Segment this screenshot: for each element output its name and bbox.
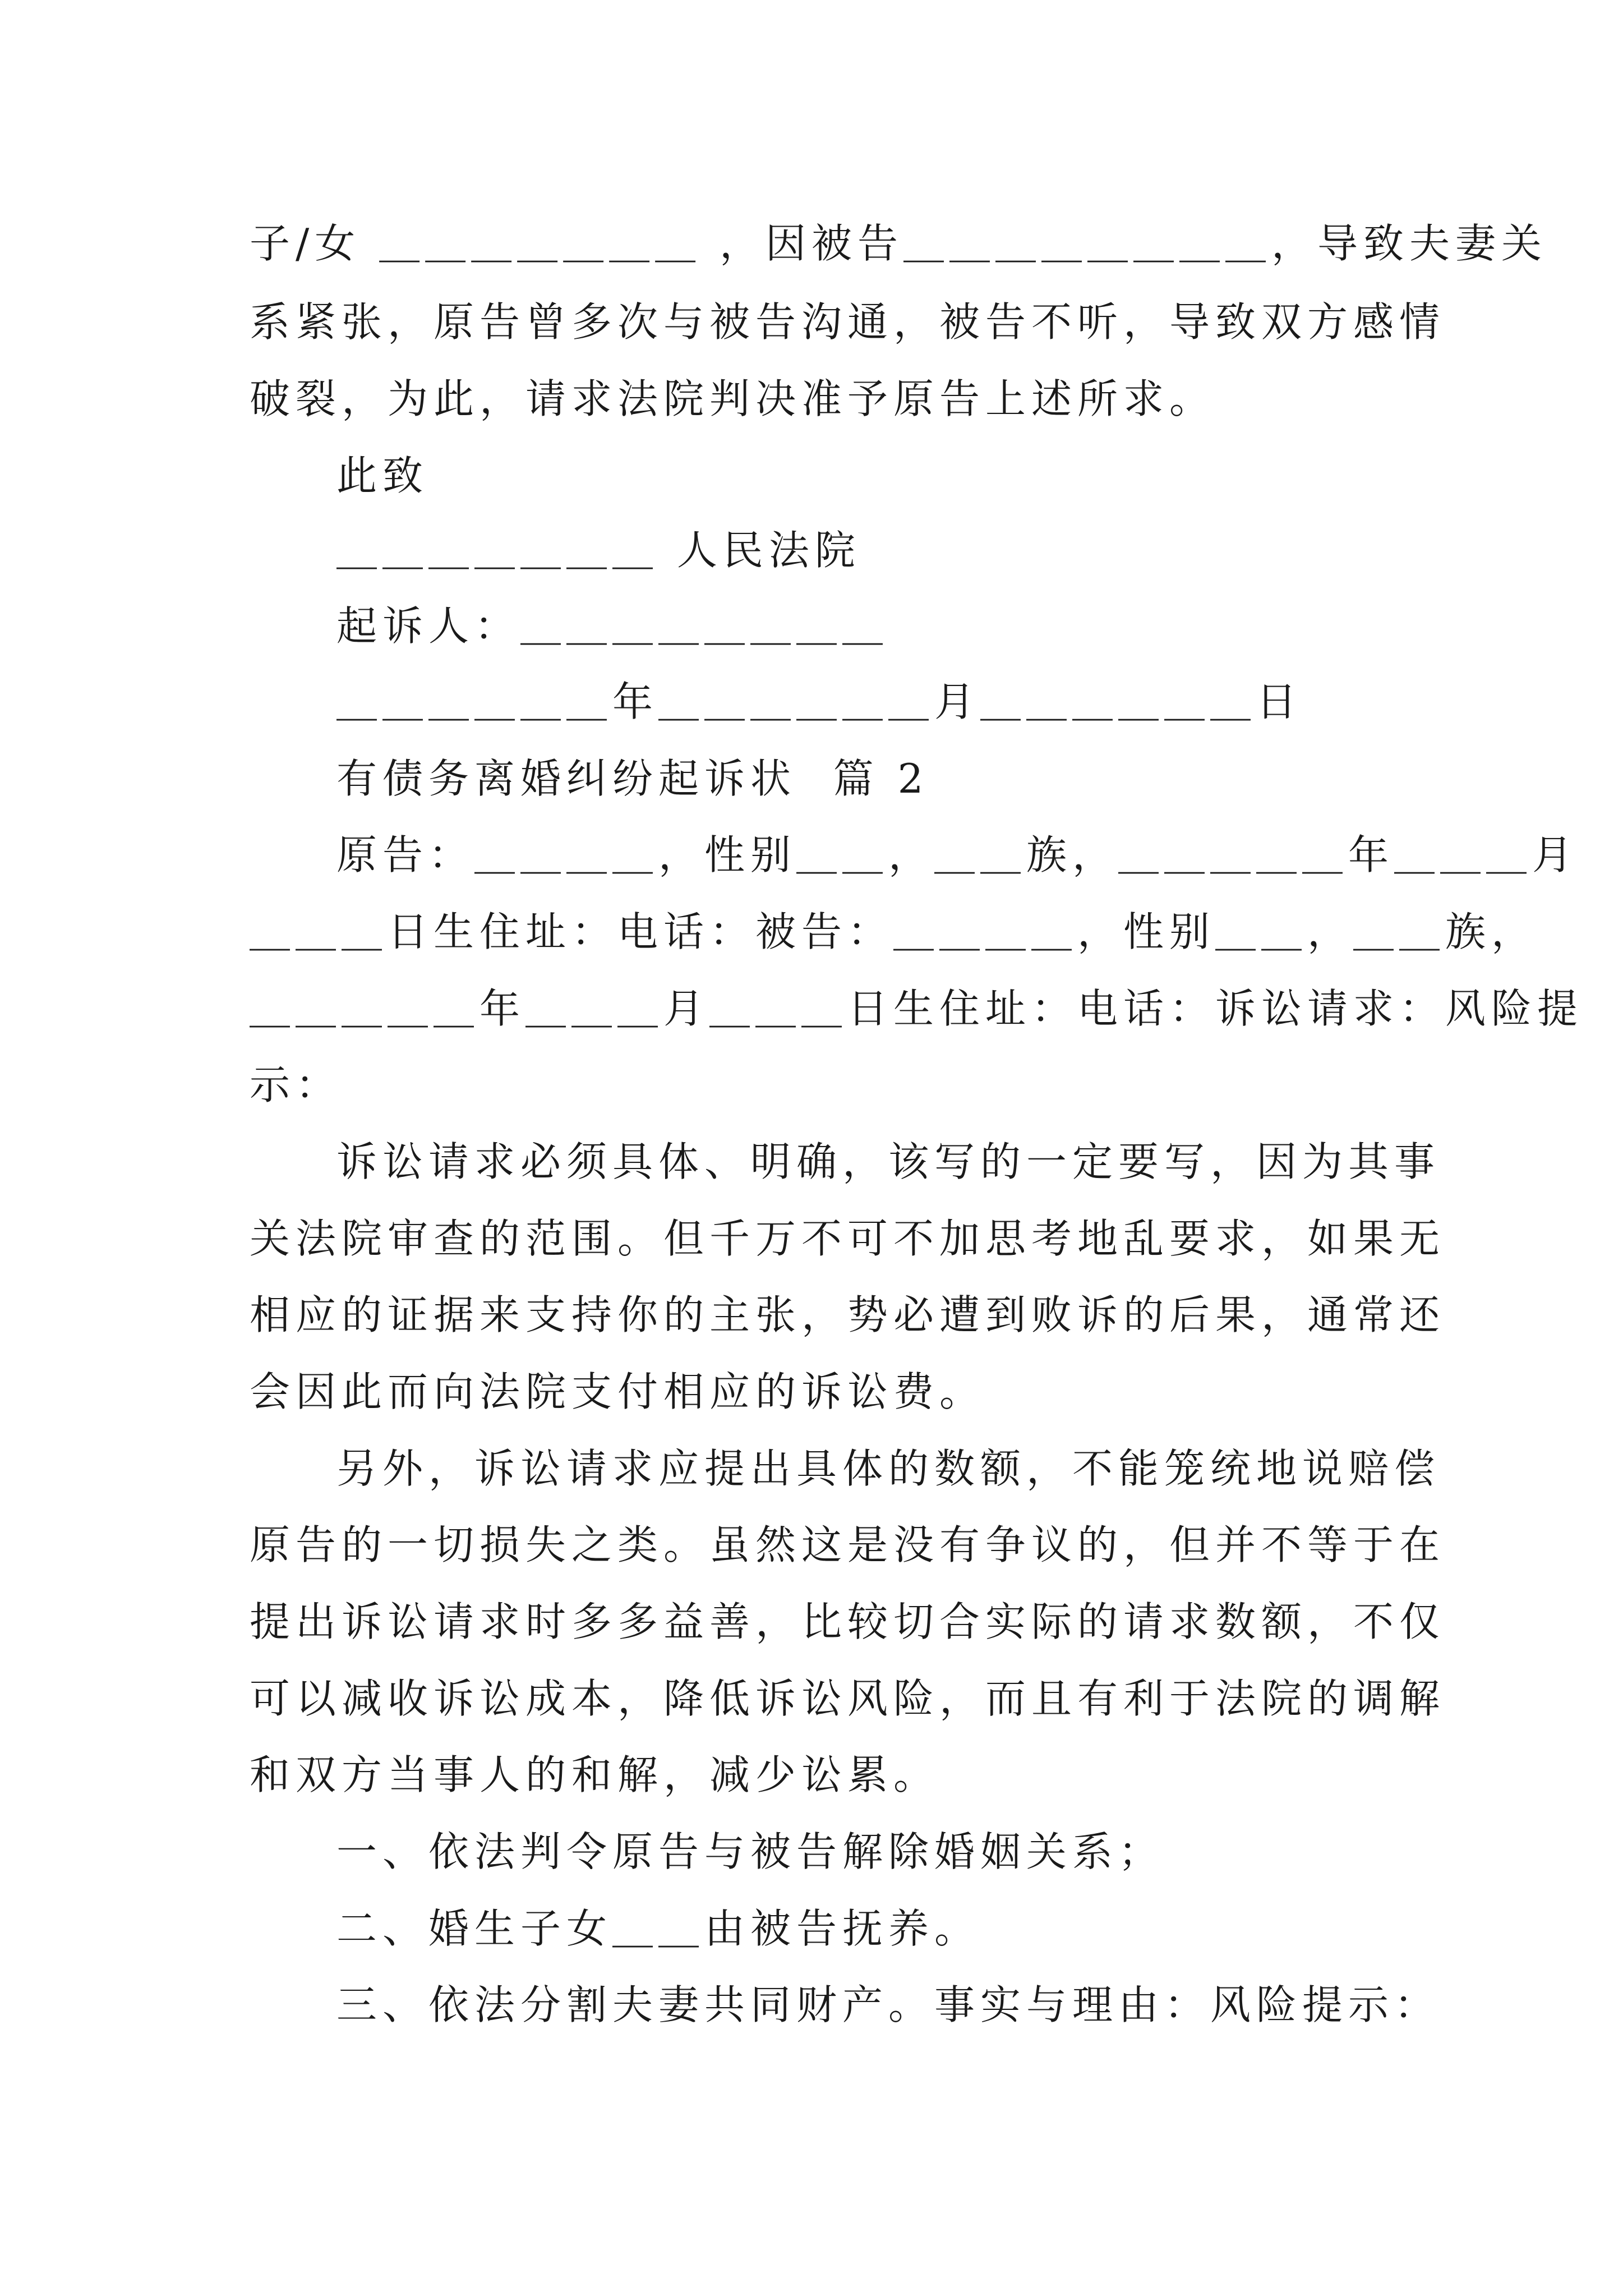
text-line: 原告的一切损失之类。虽然这是没有争议的，但并不等于在: [250, 1521, 1446, 1568]
text-line: 会因此而向法院支付相应的诉讼费。: [250, 1368, 986, 1415]
text-line: 提出诉讼请求时多多益善，比较切合实际的请求数额，不仅: [250, 1598, 1446, 1645]
text-line: 和双方当事人的和解，减少讼累。: [250, 1751, 940, 1798]
text-line: 破裂，为此，请求法院判决准予原告上述所求。: [250, 375, 1216, 422]
text-line: 一、依法判令原告与被告解除婚姻关系；: [336, 1828, 1165, 1875]
text-line: ＿＿＿＿＿年＿＿＿月＿＿＿日生住址：电话：诉讼请求：风险提: [250, 985, 1584, 1032]
text-line: 子/女 ＿＿＿＿＿＿＿ ，因被告＿＿＿＿＿＿＿＿，导致夫妻关: [250, 220, 1548, 267]
text-line: ＿＿＿＿＿＿＿ 人民法院: [336, 527, 861, 574]
text-line: 可以减收诉讼成本，降低诉讼风险，而且有利于法院的调解: [250, 1675, 1446, 1722]
text-line: ＿＿＿＿＿＿年＿＿＿＿＿＿月＿＿＿＿＿＿日: [336, 678, 1303, 725]
text-line: 关法院审查的范围。但千万不可不加思考地乱要求，如果无: [250, 1215, 1446, 1262]
text-line: 诉讼请求必须具体、明确，该写的一定要写，因为其事: [336, 1138, 1441, 1185]
text-line: 系紧张，原告曾多次与被告沟通，被告不听，导致双方感情: [250, 298, 1446, 346]
text-line: 三、依法分割夫妻共同财产。事实与理由：风险提示：: [336, 1981, 1441, 2028]
text-line: 示：: [250, 1061, 342, 1108]
text-line: 二、婚生子女＿＿由被告抚养。: [336, 1905, 981, 1952]
section-title: 有债务离婚纠纷起诉状 篇 2: [336, 755, 929, 802]
text-line: ＿＿＿日生住址：电话：被告：＿＿＿＿，性别＿＿，＿＿族，: [250, 908, 1538, 955]
text-line: 起诉人：＿＿＿＿＿＿＿＿: [336, 602, 889, 650]
text-line: 此致: [336, 452, 429, 499]
text-line: 原告：＿＿＿＿，性别＿＿，＿＿族，＿＿＿＿＿年＿＿＿月: [336, 831, 1579, 878]
text-line: 相应的证据来支持你的主张，势必遭到败诉的后果，通常还: [250, 1291, 1446, 1338]
text-line: 另外，诉讼请求应提出具体的数额，不能笼统地说赔偿: [336, 1445, 1441, 1492]
